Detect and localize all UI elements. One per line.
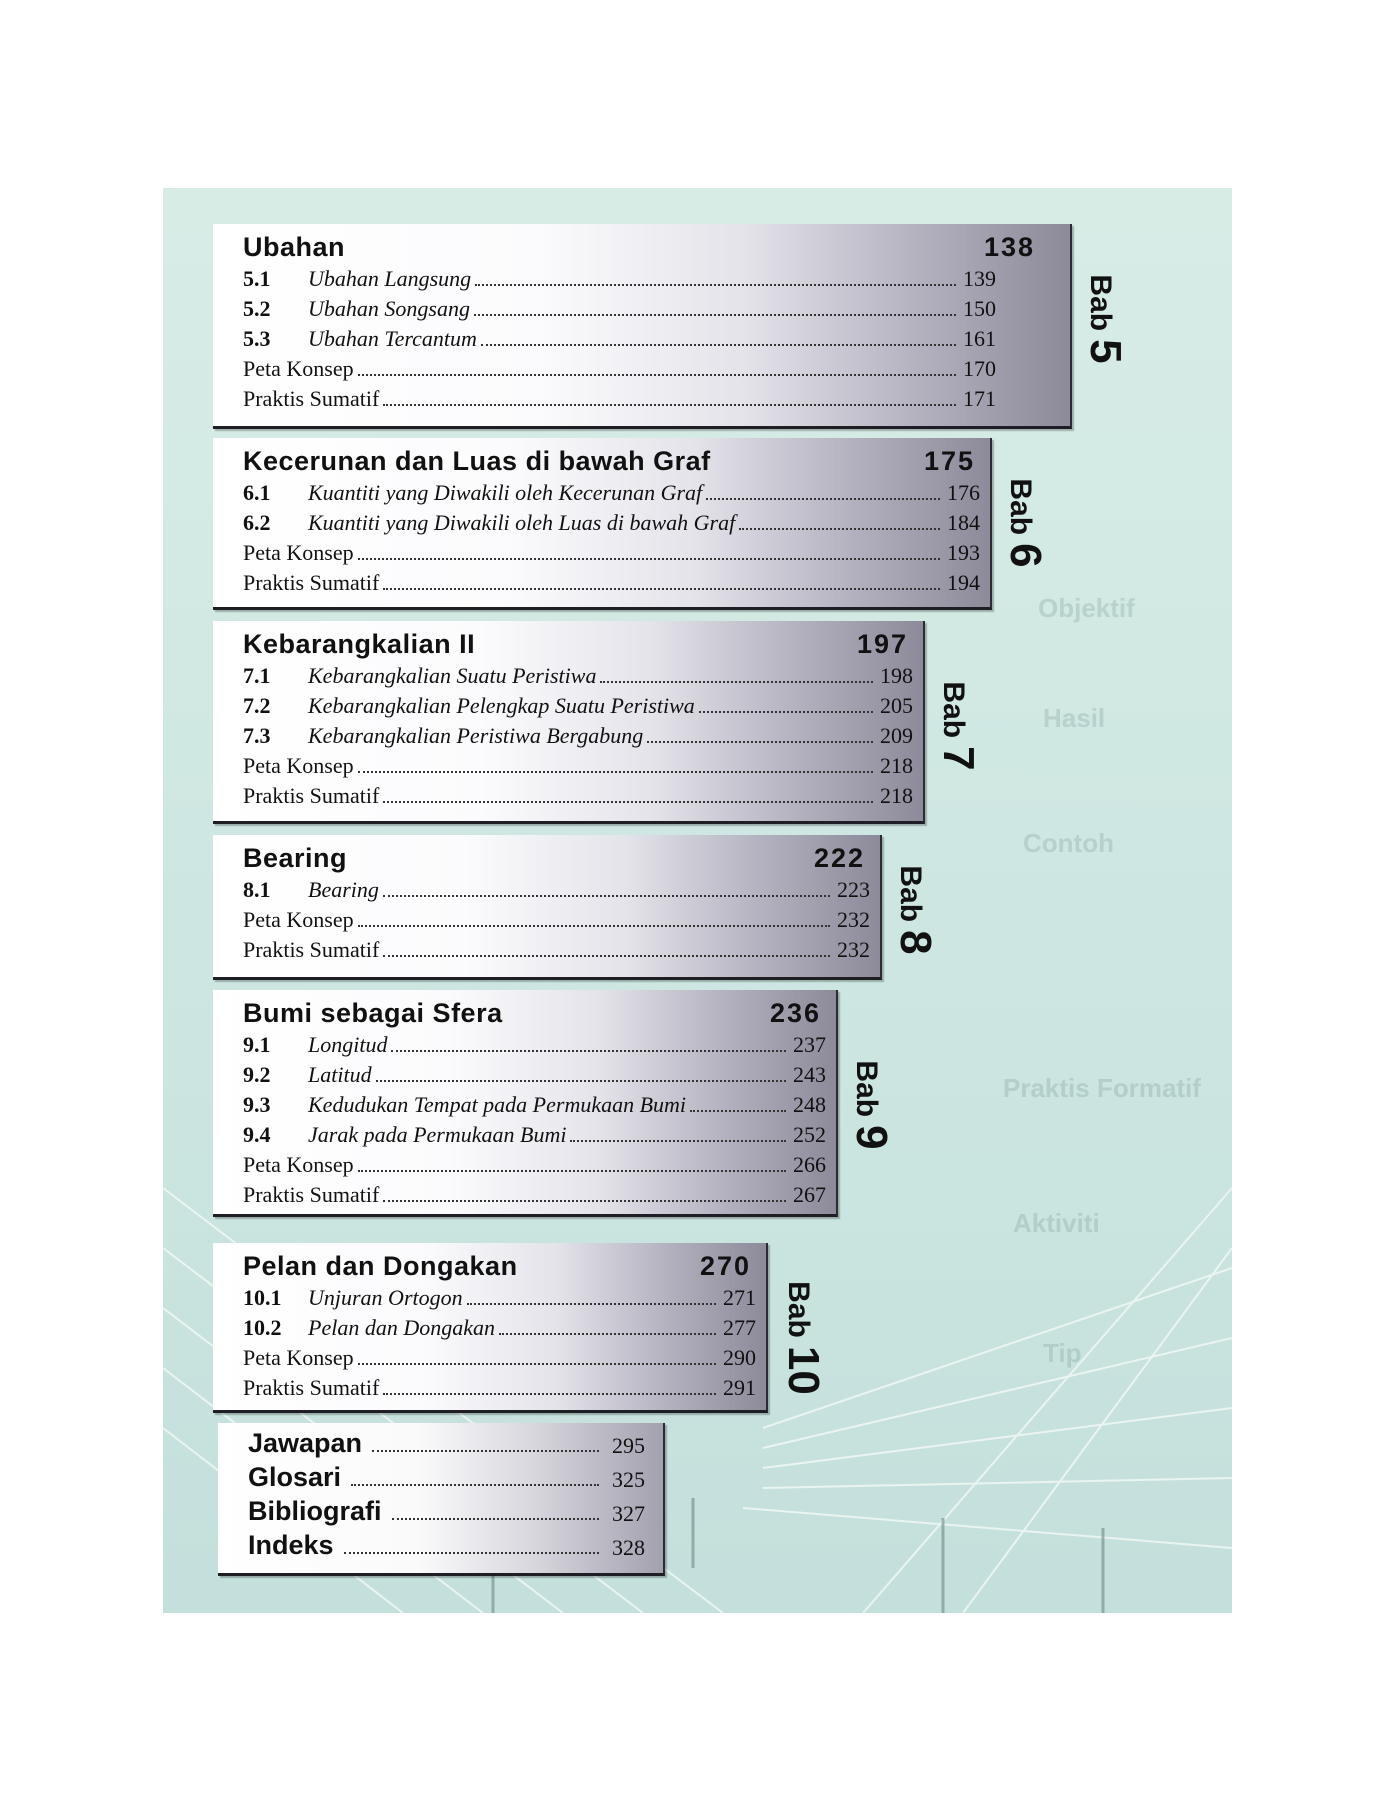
toc-entry-glosari[interactable]: Glosari 325 [248,1462,645,1492]
toc-entry[interactable]: Peta Konsep 232 [243,907,870,932]
toc-entry[interactable]: Peta Konsep 290 [243,1345,756,1370]
toc-entry[interactable]: 6.2 Kuantiti yang Diwakili oleh Luas di bawah Graf 184 [243,510,980,535]
toc-entry-indeks[interactable]: Indeks 328 [248,1530,645,1560]
toc-entry[interactable]: 6.1 Kuantiti yang Diwakili oleh Kecerunan Graf 176 [243,480,980,505]
ghost-text-5: Aktiviti [1013,1208,1100,1238]
toc-entry[interactable]: 9.4 Jarak pada Permukaan Bumi 252 [243,1122,826,1147]
toc-entry[interactable]: 5.3 Ubahan Tercantum 161 [243,326,996,351]
back-matter-box [218,1423,665,1576]
chapter-page-number: 197 [856,629,908,659]
toc-entry[interactable]: 7.2 Kebarangkalian Pelengkap Suatu Peristiwa 205 [243,693,913,718]
chapter-title: Bumi sebagai Sfera [243,998,503,1028]
toc-entry[interactable]: 9.1 Longitud 237 [243,1032,826,1057]
toc-entry[interactable]: 9.2 Latitud 243 [243,1062,826,1087]
chapter-10 [213,1243,828,1413]
chapter-page-number: 270 [699,1251,751,1281]
chapter-title: Pelan dan Dongakan [243,1251,518,1281]
toc-entry[interactable]: 10.1 Unjuran Ortogon 271 [243,1285,756,1310]
toc-entry[interactable]: Praktis Sumatif 267 [243,1182,826,1207]
chapter-label-vertical: Bab5 [1081,274,1130,364]
toc-entry[interactable]: 8.1 Bearing 223 [243,877,870,902]
chapter-title: Kebarangkalian II [243,629,476,659]
chapter-label-vertical: Bab9 [847,1060,896,1150]
chapter-5 [213,224,1130,429]
ghost-text-6: Tip [1043,1338,1082,1368]
toc-entry[interactable]: Peta Konsep 170 [243,356,996,381]
toc-entry[interactable]: Praktis Sumatif 171 [243,386,996,411]
chapter-page-number: 138 [983,232,1035,262]
toc-entry[interactable]: Peta Konsep 266 [243,1152,826,1177]
toc-entry[interactable]: Praktis Sumatif 194 [243,570,980,595]
chapter-6 [213,438,1050,610]
chapter-page-number: 175 [923,446,975,476]
toc-entry[interactable]: 5.2 Ubahan Songsang 150 [243,296,996,321]
ghost-text-1: Objektif [1038,593,1135,623]
ghost-text-3: Contoh [1023,828,1114,858]
chapter-page-number: 222 [813,843,865,873]
toc-entry[interactable]: 10.2 Pelan dan Dongakan 277 [243,1315,756,1340]
chapter-title: Bearing [243,843,348,873]
toc-entry-jawapan[interactable]: Jawapan 295 [248,1428,645,1458]
toc-entry[interactable]: 7.3 Kebarangkalian Peristiwa Bergabung 209 [243,723,913,748]
toc-entry[interactable]: 9.3 Kedudukan Tempat pada Permukaan Bumi 248 [243,1092,826,1117]
toc-entry[interactable]: 7.1 Kebarangkalian Suatu Peristiwa 198 [243,663,913,688]
chapter-page-number: 236 [769,998,821,1028]
toc-entry[interactable]: Peta Konsep 218 [243,753,913,778]
ghost-text-2: Hasil [1043,703,1106,733]
chapter-label-vertical: Bab8 [891,865,940,955]
toc-entry[interactable]: Praktis Sumatif 218 [243,783,913,808]
chapter-7 [213,621,983,824]
chapter-label-vertical: Bab6 [1001,478,1050,568]
chapter-8 [213,835,940,980]
toc-entry[interactable]: Peta Konsep 193 [243,540,980,565]
chapter-title: Kecerunan dan Luas di bawah Graf [243,446,711,476]
toc-entry[interactable]: 5.1 Ubahan Langsung 139 [243,266,996,291]
toc-entry[interactable]: Praktis Sumatif 291 [243,1375,756,1400]
chapter-label-vertical: Bab10 [779,1281,828,1395]
ghost-text-4: Praktis Formatif [1003,1073,1201,1103]
chapter-9 [213,990,896,1217]
toc-entry-bibliografi[interactable]: Bibliografi 327 [248,1496,645,1526]
chapter-label-vertical: Bab7 [934,681,983,771]
chapter-title: Ubahan [243,232,346,262]
toc-entry[interactable]: Praktis Sumatif 232 [243,937,870,962]
